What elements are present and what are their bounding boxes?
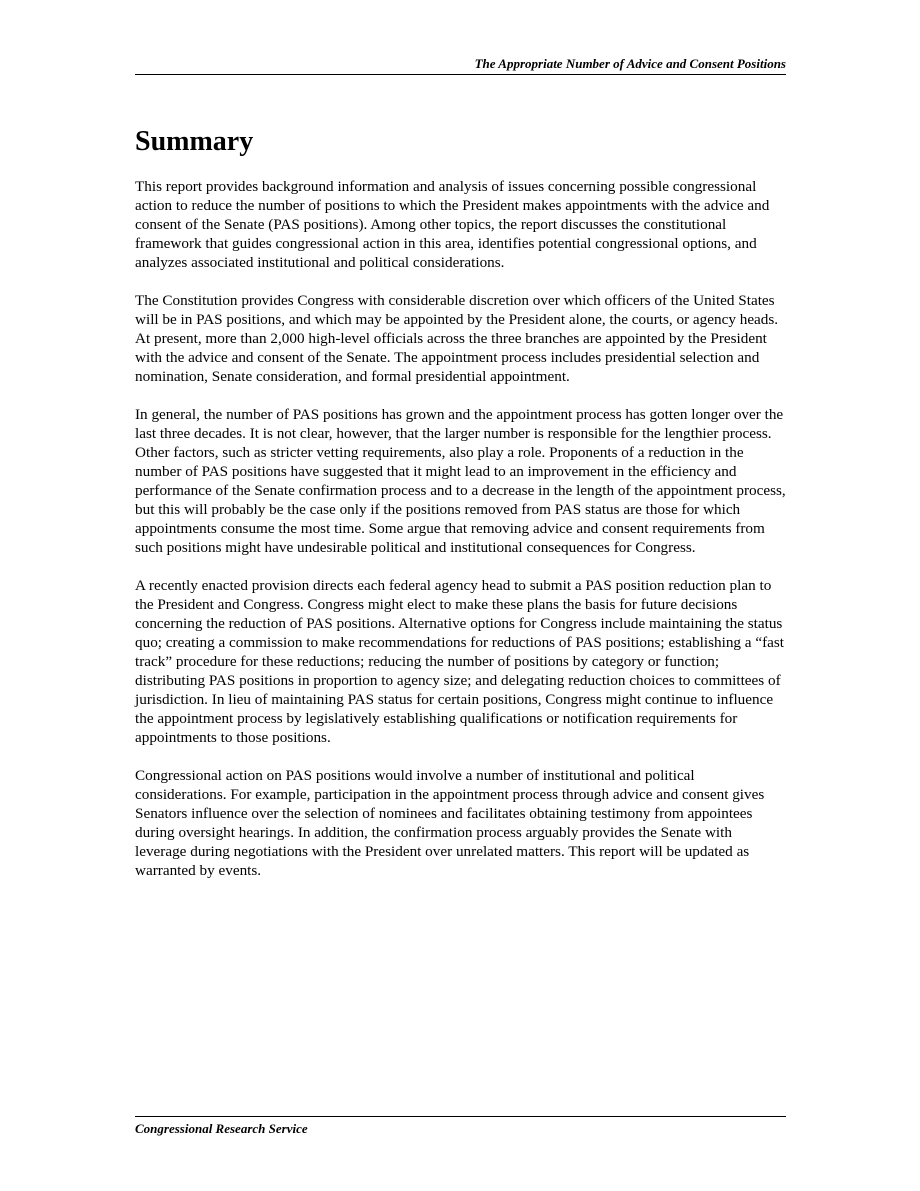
page-title: Summary xyxy=(135,126,254,157)
summary-paragraph-1: This report provides background information and analysis of issues concerning possible congressional action to reduce the number of positions to which the President makes appointments with the advice and consent of the Senate (PAS positions). Among other topics, the report discusses the constitutional framework that guides congressional action in this area, identifies potential congressional options, and analyzes associated institutional and political considerations. xyxy=(135,178,770,271)
summary-body xyxy=(135,177,787,899)
running-header-title: The Appropriate Number of Advice and Consent Positions xyxy=(474,56,786,71)
running-footer xyxy=(135,1116,786,1137)
summary-paragraph-2: The Constitution provides Congress with considerable discretion over which officers of the United States will be in PAS positions, and which may be appointed by the President alone, the courts, or agency heads. At present, more than 2,000 high-level officials across the three branches are appointed by the President with the advice and consent of the Senate. The appointment process includes presidential selection and nomination, Senate consideration, and formal presidential appointment. xyxy=(135,292,779,385)
summary-paragraph-4: A recently enacted provision directs each federal agency head to submit a PAS position reduction plan to the President and Congress. Congress might elect to make these plans the basis for future decisions concerning the reduction of PAS positions. Alternative options for Congress include maintaining the status quo; creating a commission to make recommendations for reductions of PAS positions; establishing a “fast track” procedure for these reductions; reducing the number of positions by category or function; distributing PAS positions in proportion to agency size; and delegating reduction choices to committees of jurisdiction. In lieu of maintaining PAS status for certain positions, Congress might continue to influence the appointment process by legislatively establishing qualifications or notification requirements for appointments to those positions. xyxy=(135,577,785,746)
summary-paragraph-5: Congressional action on PAS positions would involve a number of institutional and political considerations. For example, participation in the appointment process through advice and consent gives Senators influence over the selection of nominees and facilitates obtaining testimony from appointees during oversight hearings. In addition, the confirmation process arguably provides the Senate with leverage during negotiations with the President over unrelated matters. This report will be updated as warranted by events. xyxy=(135,767,765,879)
footer-publisher: Congressional Research Service xyxy=(135,1121,308,1136)
summary-paragraph-3: In general, the number of PAS positions has grown and the appointment process has gotten longer over the last three decades. It is not clear, however, that the larger number is responsible for the lengthier process. Other factors, such as stricter vetting requirements, also play a role. Proponents of a reduction in the number of PAS positions have suggested that it might lead to an improvement in the efficiency and performance of the Senate confirmation process and to a decrease in the length of the appointment process, but this will probably be the case only if the positions removed from PAS status are those for which appointments consume the most time. Some argue that removing advice and consent requirements from such positions might have undesirable political and institutional consequences for Congress. xyxy=(135,406,786,556)
running-header xyxy=(135,56,786,75)
